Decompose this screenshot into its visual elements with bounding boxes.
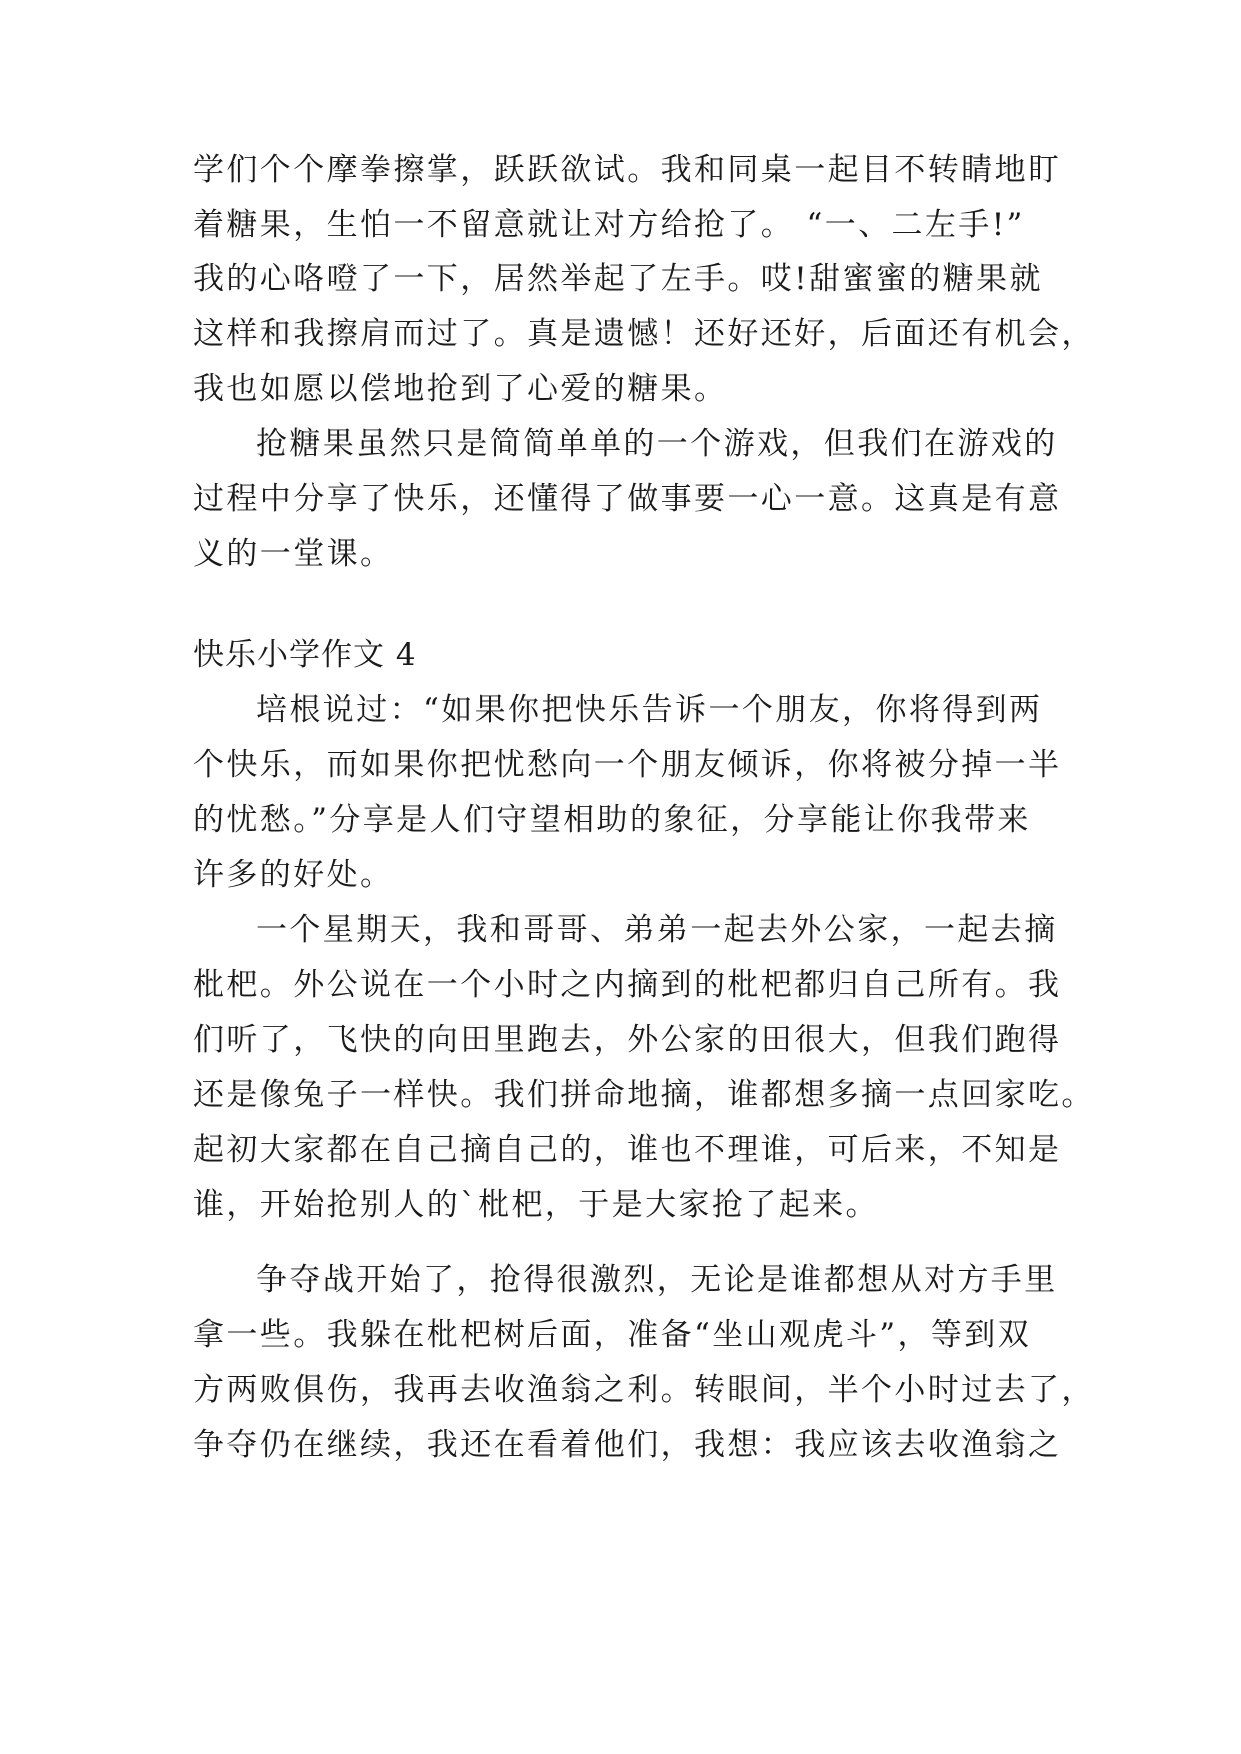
paragraph-line: 培根说过：“如果你把快乐告诉一个朋友，你将得到两 bbox=[256, 692, 1043, 728]
paragraph-line: 学们个个摩拳擦掌，跃跃欲试。我和同桌一起目不转睛地盯 bbox=[193, 152, 1062, 188]
paragraph-line: 我的心咯噔了一下，居然举起了左手。哎!甜蜜蜜的糖果就 bbox=[193, 261, 1043, 297]
paragraph-line: 我也如愿以偿地抢到了心爱的糖果。 bbox=[193, 371, 728, 407]
paragraph-line: 过程中分享了快乐，还懂得了做事要一心一意。这真是有意 bbox=[193, 481, 1062, 517]
paragraph-line: 谁，开始抢别人的`枇杷，于是大家抢了起来。 bbox=[193, 1187, 879, 1223]
paragraph-line: 枇杷。外公说在一个小时之内摘到的枇杷都归自己所有。我 bbox=[193, 967, 1062, 1003]
paragraph-line: 着糖果，生怕一不留意就让对方给抢了。 “一、二左手!” bbox=[193, 207, 1025, 243]
paragraph-line: 一个星期天，我和哥哥、弟弟一起去外公家，一起去摘 bbox=[256, 912, 1058, 948]
paragraph-line: 的忧愁。”分享是人们守望相助的象征，分享能让你我带来 bbox=[193, 802, 1031, 838]
paragraph-line: 起初大家都在自己摘自己的，谁也不理谁，可后来，不知是 bbox=[193, 1132, 1062, 1168]
paragraph-line: 还是像兔子一样快。我们拼命地摘，谁都想多摘一点回家吃。 bbox=[193, 1077, 1095, 1113]
section-heading: 快乐小学作文 4 bbox=[193, 637, 417, 673]
paragraph-line: 方两败俱伤，我再去收渔翁之利。转眼间，半个小时过去了， bbox=[193, 1372, 1095, 1408]
paragraph-line: 拿一些。我躲在枇杷树后面，准备“坐山观虎斗”，等到双 bbox=[193, 1317, 1032, 1353]
paragraph-line: 义的一堂课。 bbox=[193, 536, 394, 572]
paragraph-line: 们听了，飞快的向田里跑去，外公家的田很大，但我们跑得 bbox=[193, 1022, 1062, 1058]
paragraph-line: 争夺战开始了，抢得很激烈，无论是谁都想从对方手里 bbox=[256, 1262, 1058, 1298]
paragraph-line: 这样和我擦肩而过了。真是遗憾！还好还好，后面还有机会， bbox=[193, 316, 1095, 352]
paragraph-line: 争夺仍在继续，我还在看着他们，我想：我应该去收渔翁之 bbox=[193, 1427, 1062, 1463]
paragraph-line: 许多的好处。 bbox=[193, 857, 394, 893]
paragraph-line: 抢糖果虽然只是简简单单的一个游戏，但我们在游戏的 bbox=[256, 426, 1058, 462]
paragraph-line: 个快乐，而如果你把忧愁向一个朋友倾诉，你将被分掉一半 bbox=[193, 747, 1062, 783]
